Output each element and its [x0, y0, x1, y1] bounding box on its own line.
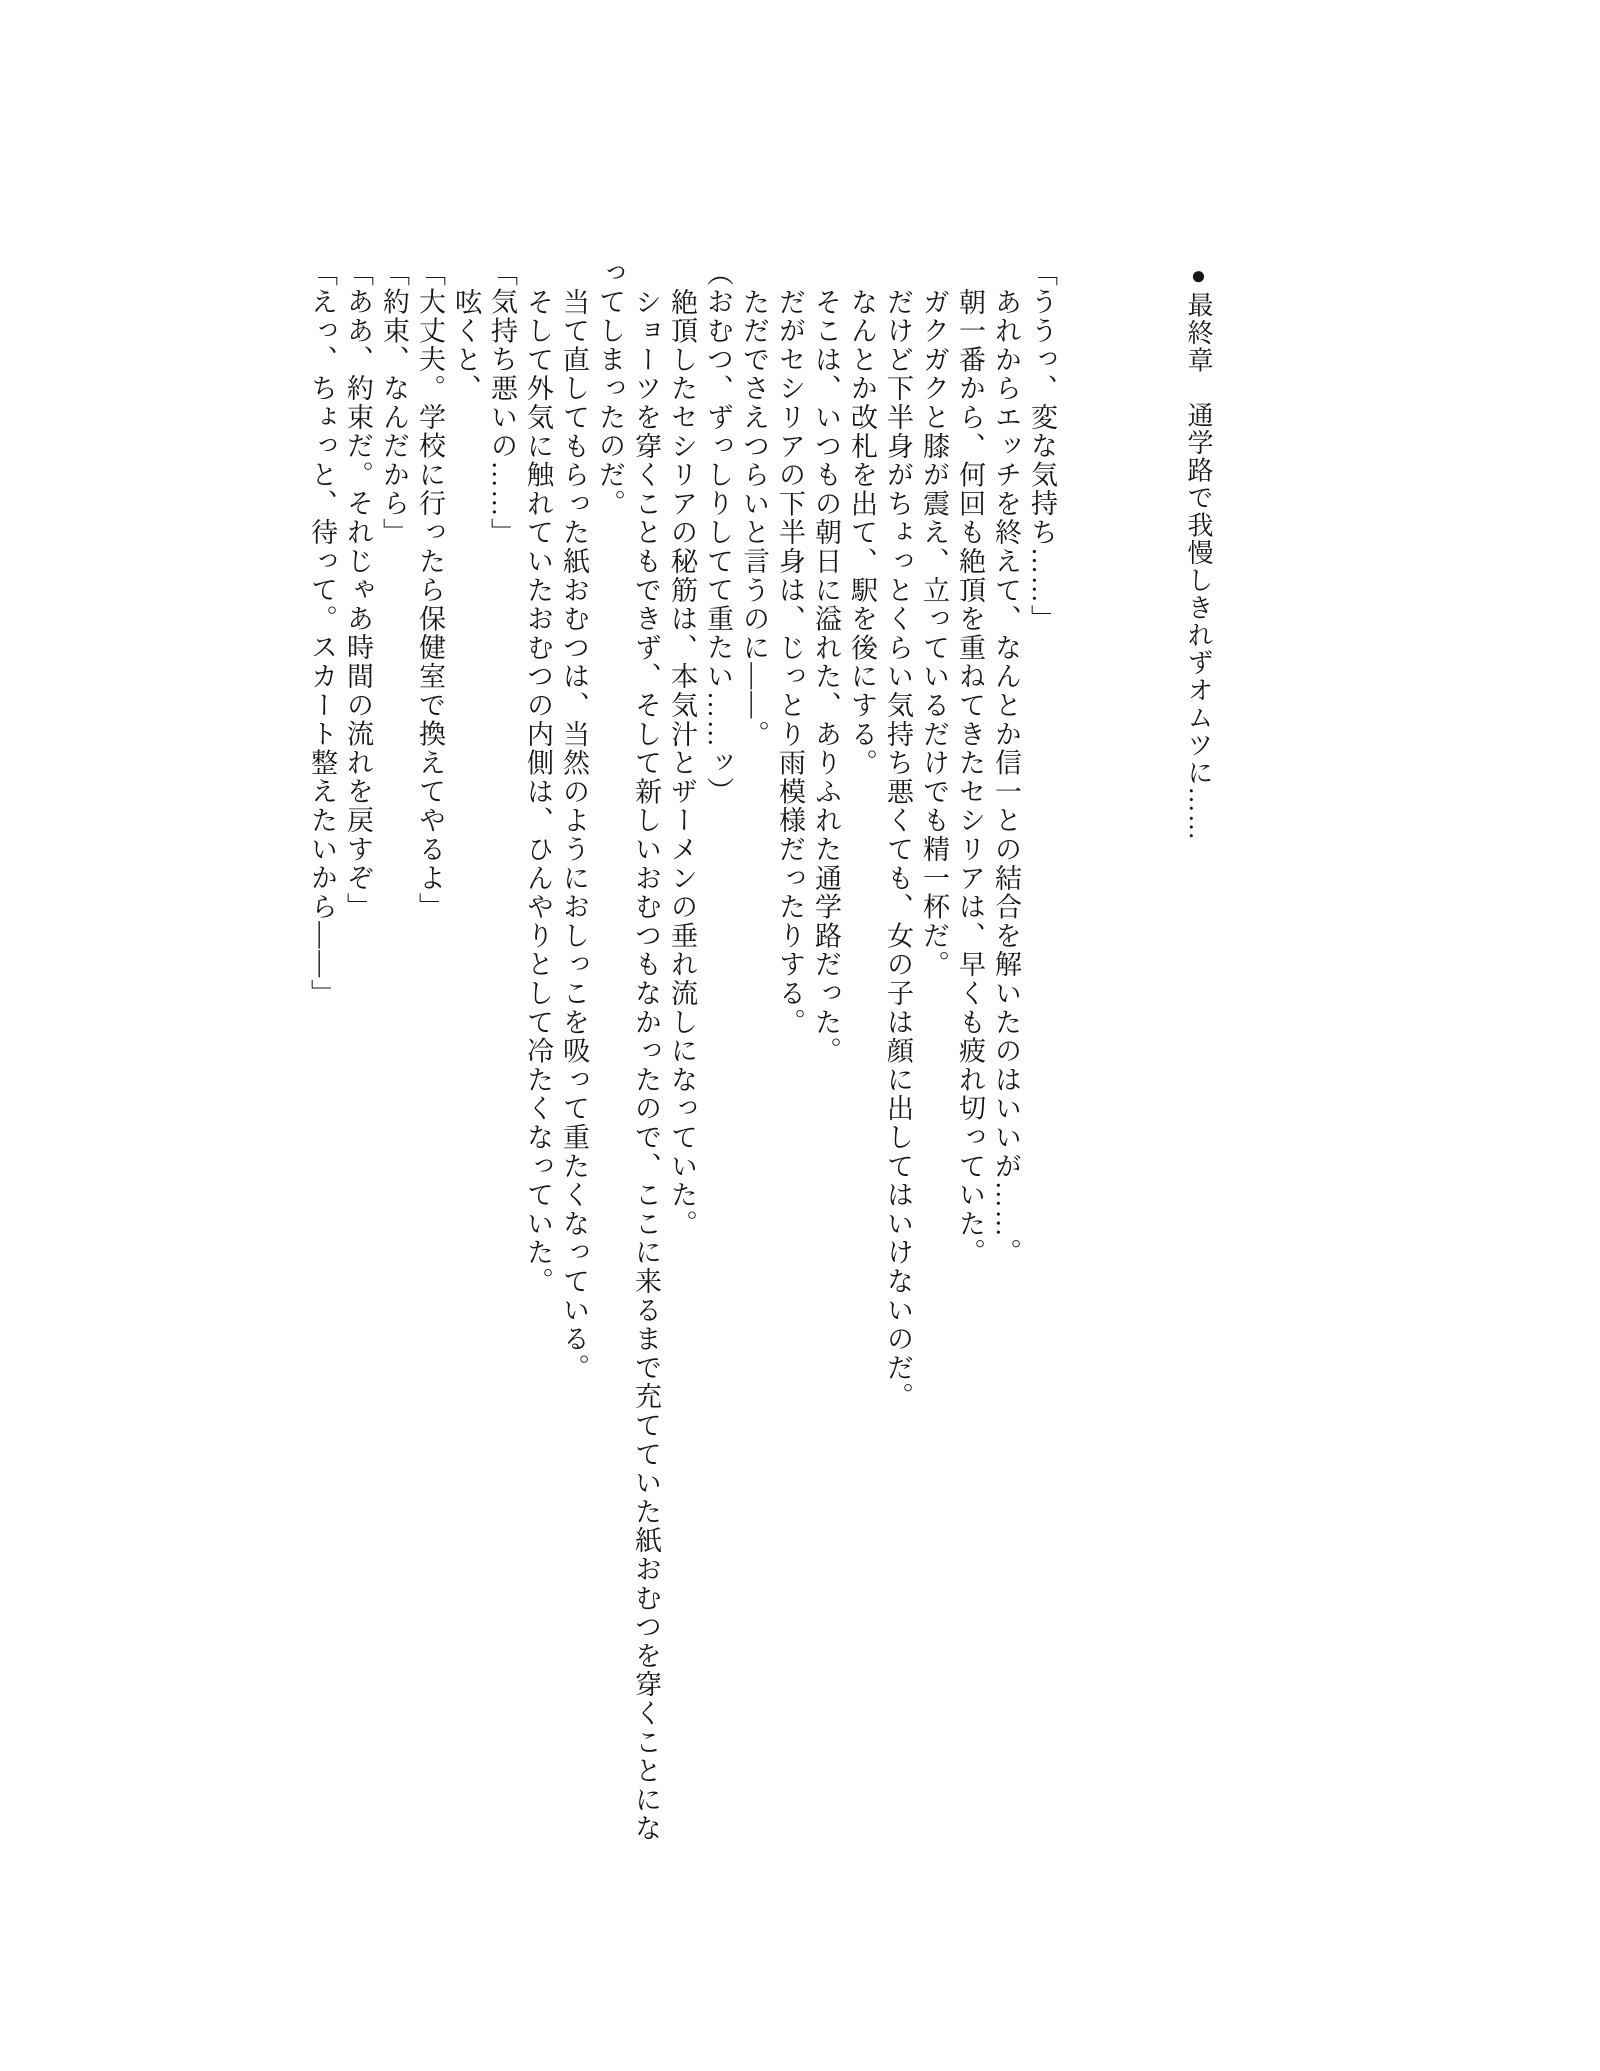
- paragraph: 絶頂したセシリアの秘筋は、本気汁とザーメンの垂れ流しになっていた。: [667, 287, 697, 1239]
- paragraph: 「約束、なんだから」: [379, 259, 409, 547]
- paragraph: そして外気に触れていたおむつの内側は、ひんやりとして冷たくなっていた。: [523, 287, 553, 1296]
- paragraph: そこは、いつもの朝日に溢れた、ありふれた通学路だった。: [811, 287, 841, 1066]
- paragraph: なんとか改札を出て、駅を後にする。: [847, 287, 877, 778]
- paragraph: ショーツを穿くこともできず、そして新しいおむつもなかったので、ここに来るまで充てていた紙おむつを穿くことになってしまったのだ。: [595, 259, 661, 1843]
- paragraph: 「えっ、ちょっと、待って。スカート整えたいから――」: [307, 259, 337, 1008]
- paragraph: だがセシリアの下半身は、じっとり雨模様だったりする。: [775, 287, 805, 1037]
- paragraph: 「ああ、約束だ。それじゃあ時間の流れを戻すぞ」: [343, 259, 373, 922]
- paragraph: 朝一番から、何回も絶頂を重ねてきたセシリアは、早くも疲れ切っていた。: [955, 287, 985, 1267]
- body-text-block: [304, 259, 1060, 1849]
- paragraph: 呟くと、: [451, 287, 481, 403]
- paragraph: ガクガクと膝が震え、立っているだけでも精一杯だ。: [919, 287, 949, 979]
- chapter-title: ●最終章 通学路で我慢しきれずオムツに……: [1184, 261, 1213, 842]
- paragraph: あれからエッチを終えて、なんとか信一との結合を解いたのはいいが……。: [991, 287, 1021, 1267]
- paragraph: だけど下半身がちょっとくらい気持ち悪くても、女の子は顔に出してはいけないのだ。: [883, 287, 913, 1411]
- paragraph: 「気持ち悪いの……」: [487, 259, 517, 547]
- paragraph: （おむつ、ずっしりしてて重たい……ッ）: [703, 259, 733, 807]
- paragraph: 「ううっ、変な気持ち……」: [1027, 259, 1057, 634]
- paragraph: ただでさえつらいと言うのに――。: [739, 287, 769, 749]
- paragraph: 当て直してもらった紙おむつは、当然のようにおしっこを吸って重たくなっている。: [559, 287, 589, 1383]
- paragraph: 「大丈夫。学校に行ったら保健室で換えてやるよ」: [415, 259, 445, 922]
